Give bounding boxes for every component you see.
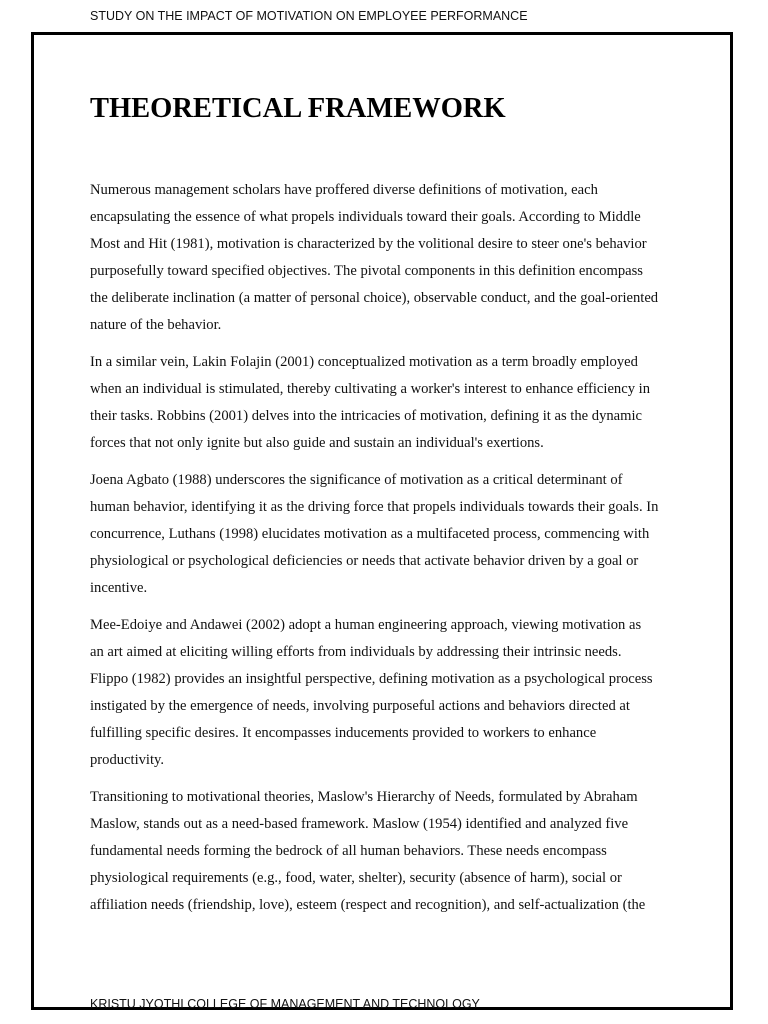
paragraph [90,349,682,457]
text-line: Flippo (1982) provides an insightful perspective, defining motivation as a psychological process [90,671,653,687]
body-text [90,177,682,929]
section-title: THEORETICAL FRAMEWORK [90,93,506,124]
running-header: STUDY ON THE IMPACT OF MOTIVATION ON EMPLOYEE PERFORMANCE [90,9,528,23]
text-line: nature of the behavior. [90,317,222,333]
paragraph [90,612,682,774]
text-line: fundamental needs forming the bedrock of all human behaviors. These needs encompass [90,843,607,859]
text-line: physiological or psychological deficiencies or needs that activate behavior driven by a goal or [90,553,639,569]
text-line: affiliation needs (friendship, love), esteem (respect and recognition), and self-actualization (the [90,897,646,913]
text-line: Numerous management scholars have proffered diverse definitions of motivation, each [90,182,598,198]
running-footer: KRISTU JYOTHI COLLEGE OF MANAGEMENT AND TECHNOLOGY [90,997,480,1011]
paragraph [90,467,682,602]
paragraph [90,784,682,919]
paragraph [90,177,682,339]
text-line: forces that not only ignite but also guide and sustain an individual's exertions. [90,435,544,451]
text-line: encapsulating the essence of what propels individuals toward their goals. According to Middle [90,209,641,225]
text-line: instigated by the emergence of needs, involving purposeful actions and behaviors directed at [90,698,630,714]
text-line: In a similar vein, Lakin Folajin (2001) conceptualized motivation as a term broadly employed [90,354,638,370]
text-line: concurrence, Luthans (1998) elucidates motivation as a multifaceted process, commencing with [90,526,650,542]
text-line: an art aimed at eliciting willing efforts from individuals by addressing their intrinsic needs. [90,644,622,660]
text-line: human behavior, identifying it as the driving force that propels individuals towards their goals. In [90,499,659,515]
text-line: physiological requirements (e.g., food, water, shelter), security (absence of harm), social or [90,870,622,886]
text-line: the deliberate inclination (a matter of personal choice), observable conduct, and the goal-oriented [90,290,659,306]
text-line: their tasks. Robbins (2001) delves into the intricacies of motivation, defining it as the dynamic [90,408,643,424]
text-line: Mee-Edoiye and Andawei (2002) adopt a human engineering approach, viewing motivation as [90,617,642,633]
text-line: productivity. [90,752,165,768]
text-line: incentive. [90,580,148,596]
text-line: Transitioning to motivational theories, Maslow's Hierarchy of Needs, formulated by Abraham [90,789,638,805]
text-line: Maslow, stands out as a need-based framework. Maslow (1954) identified and analyzed five [90,816,629,832]
text-line: Joena Agbato (1988) underscores the significance of motivation as a critical determinant of [90,472,623,488]
text-line: when an individual is stimulated, thereby cultivating a worker's interest to enhance efficiency in [90,381,650,397]
text-line: purposefully toward specified objectives. The pivotal components in this definition encompass [90,263,643,279]
text-line: Most and Hit (1981), motivation is characterized by the volitional desire to steer one's behavior [90,236,647,252]
text-line: fulfilling specific desires. It encompasses inducements provided to workers to enhance [90,725,597,741]
